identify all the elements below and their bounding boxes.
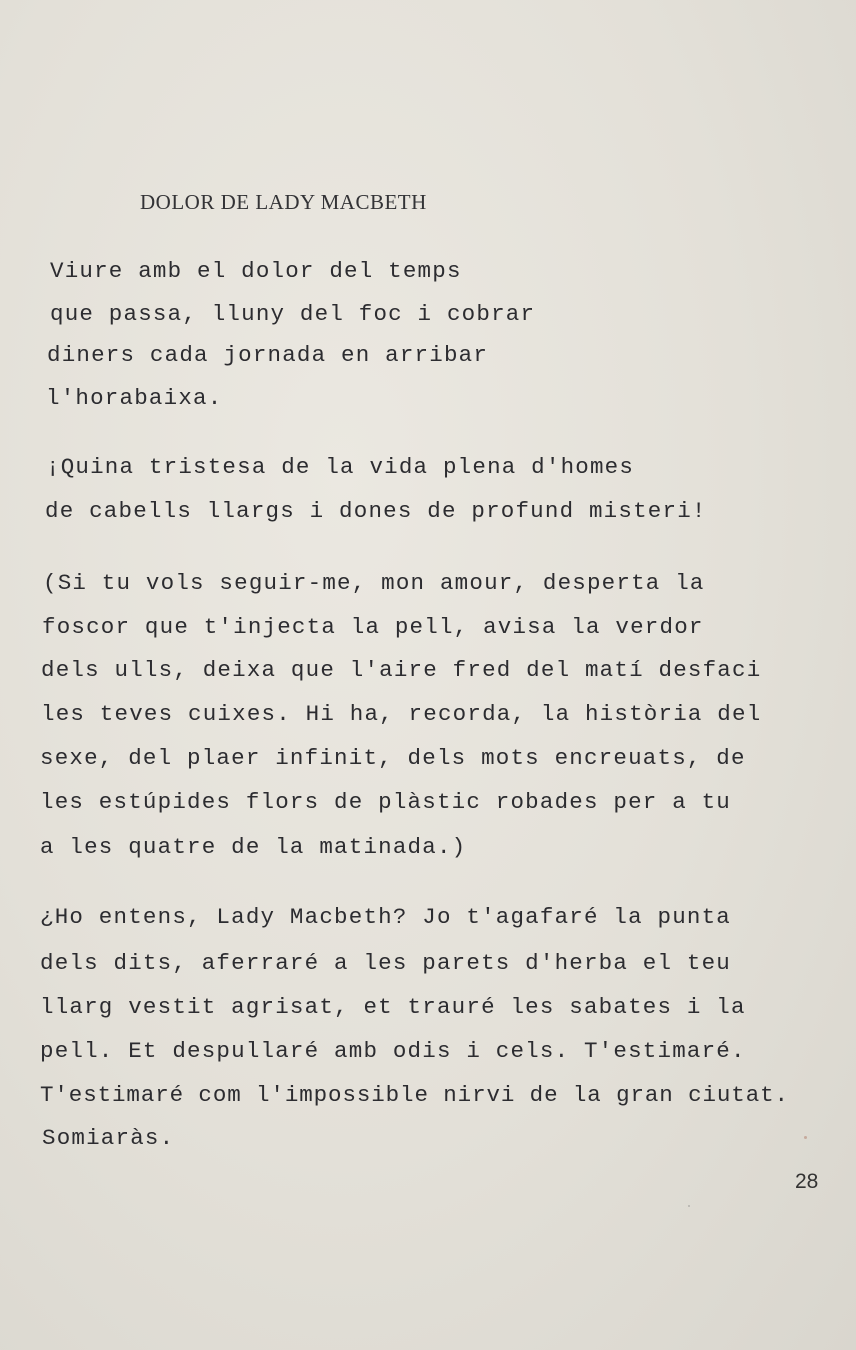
poem-line: ¿Ho entens, Lady Macbeth? Jo t'agafaré la punta: [40, 904, 732, 930]
poem-line: (Si tu vols seguir-me, mon amour, desperta la: [43, 570, 705, 596]
poem-line: diners cada jornada en arribar: [47, 342, 489, 368]
poem-line: les estúpides flors de plàstic robades per a tu: [40, 789, 732, 815]
poem-line: de cabells llargs i dones de profund misteri!: [45, 498, 707, 524]
poem-line: dels ulls, deixa que l'aire fred del matí desfaci: [41, 657, 762, 683]
poem-line: les teves cuixes. Hi ha, recorda, la història del: [41, 701, 762, 727]
poem-line: que passa, lluny del foc i cobrar: [50, 301, 536, 327]
poem-line: foscor que t'injecta la pell, avisa la verdor: [42, 614, 704, 640]
paper-speck: [804, 1136, 807, 1139]
page-number: 28: [795, 1170, 819, 1193]
poem-line: llarg vestit agrisat, et trauré les sabates i la: [40, 994, 746, 1020]
paper-speck: [688, 1205, 690, 1207]
poem-line: pell. Et despullaré amb odis i cels. T'estimaré.: [40, 1038, 746, 1064]
poem-line: Viure amb el dolor del temps: [50, 258, 462, 284]
poem-line: dels dits, aferraré a les parets d'herba el teu: [40, 950, 732, 976]
poem-title: DOLOR DE LADY MACBETH: [140, 190, 427, 214]
poem-line: l'horabaixa.: [46, 385, 223, 411]
poem-line: ¡Quina tristesa de la vida plena d'homes: [46, 454, 635, 480]
poem-line: Somiaràs.: [42, 1125, 175, 1151]
poem-line: sexe, del plaer infinit, dels mots encreuats, de: [40, 745, 746, 771]
poem-line: T'estimaré com l'impossible nirvi de la gran ciutat.: [40, 1082, 789, 1108]
poem-line: a les quatre de la matinada.): [40, 834, 467, 860]
